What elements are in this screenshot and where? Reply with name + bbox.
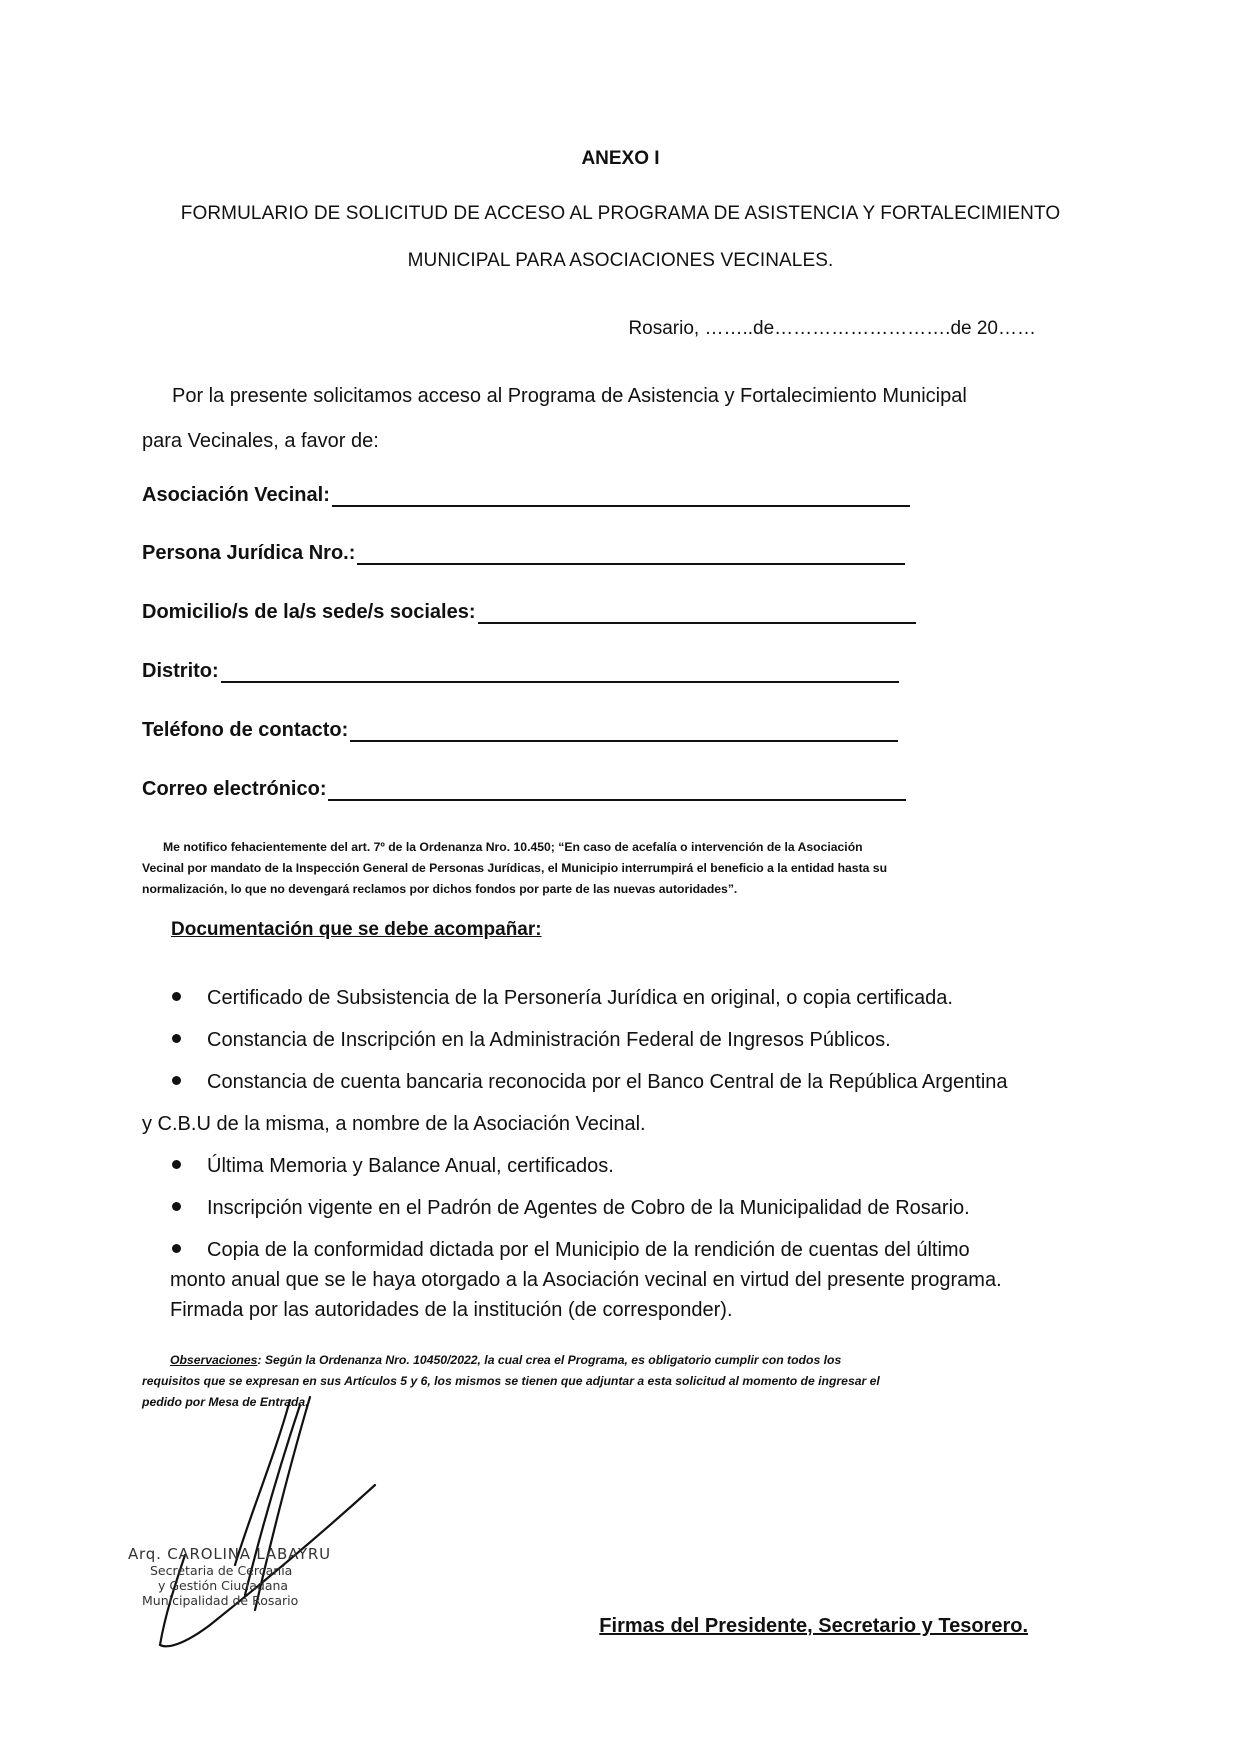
list-item-continuation: monto anual que se le haya otorgado a la Asociación vecinal en virtud del presente programa. [170,1269,1002,1291]
list-item: Inscripción vigente en el Padrón de Agentes de Cobro de la Municipalidad de Rosario. [172,1193,1052,1223]
notice-line-3: normalización, lo que no devengará reclamos por dichos fondos por parte de las nuevas autoridades”. [142,882,738,896]
field-label: Persona Jurídica Nro.: [142,542,356,564]
form-title-line-2: MUNICIPAL PARA ASOCIACIONES VECINALES. [407,250,834,271]
bullet-icon [172,1244,181,1253]
field-domicilio[interactable] [142,601,916,624]
stamp-role: y Gestión Ciudadana [158,1578,289,1593]
field-persona-juridica[interactable] [142,542,905,565]
field-telefono[interactable] [142,719,898,742]
signatures-label: Firmas del Presidente, Secretario y Tesorero. [599,1615,1028,1637]
list-item-continuation: y C.B.U de la misma, a nombre de la Asociación Vecinal. [142,1113,646,1135]
observations-label: Observaciones [170,1353,258,1367]
official-stamp [128,1545,331,1608]
blank-line[interactable] [332,487,910,507]
notice-line-2: Vecinal por mandato de la Inspección General de Personas Jurídicas, el Municipio interrumpirá el beneficio a la entidad hasta su [142,861,888,875]
field-label: Domicilio/s de la/s sede/s sociales: [142,601,476,623]
observations-line-1: Observaciones: Según la Ordenanza Nro. 10450/2022, la cual crea el Programa, es obligatorio cumplir con todos los [170,1353,842,1367]
bullet-icon [172,1034,181,1043]
list-item: Constancia de Inscripción en la Administración Federal de Ingresos Públicos. [172,1025,1052,1055]
field-label: Teléfono de contacto: [142,719,349,741]
field-correo[interactable] [142,778,906,801]
blank-line[interactable] [350,722,898,742]
list-item: Copia de la conformidad dictada por el Municipio de la rendición de cuentas del último [172,1235,1052,1265]
field-label: Asociación Vecinal: [142,484,330,506]
bullet-icon [172,1202,181,1211]
intro-line-2: para Vecinales, a favor de: [142,430,379,452]
intro-line-1: Por la presente solicitamos acceso al Programa de Asistencia y Fortalecimiento Municipal [172,385,967,407]
stamp-name: Arq. CAROLINA LABAYRU [128,1545,331,1563]
stamp-role: Municipalidad de Rosario [142,1593,299,1608]
blank-line[interactable] [328,781,906,801]
notice-line-1: Me notifico fehacientemente del art. 7º de la Ordenanza Nro. 10.450; “En caso de acefalía o intervención de la Asociación [163,840,863,854]
observations-line-3: pedido por Mesa de Entrada. [142,1395,309,1409]
field-label: Distrito: [142,660,219,682]
field-distrito[interactable] [142,660,899,683]
list-item: Constancia de cuenta bancaria reconocida por el Banco Central de la República Argentina [172,1067,1052,1097]
field-asociacion-vecinal[interactable] [142,484,910,507]
stamp-role: Secretaria de Cercanía [150,1563,293,1578]
bullet-icon [172,992,181,1001]
observations-line-2: requisitos que se expresan en sus Artículos 5 y 6, los mismos se tienen que adjuntar a esta solicitud al momento de ingresar el [142,1374,880,1388]
annex-title: ANEXO I [581,148,660,169]
blank-line[interactable] [478,604,916,624]
bullet-icon [172,1160,181,1169]
list-item-continuation: Firmada por las autoridades de la institución (de corresponder). [170,1299,733,1321]
blank-line[interactable] [221,663,899,683]
date-line: Rosario, ……..de……………………….de 20…… [628,318,1036,339]
field-label: Correo electrónico: [142,778,327,800]
form-title-line-1: FORMULARIO DE SOLICITUD DE ACCESO AL PROGRAMA DE ASISTENCIA Y FORTALECIMIENTO [180,203,1061,224]
bullet-icon [172,1076,181,1085]
blank-line[interactable] [357,545,905,565]
list-item: Certificado de Subsistencia de la Personería Jurídica en original, o copia certificada. [172,983,1052,1013]
signature-scribble [140,1395,400,1655]
list-item: Última Memoria y Balance Anual, certificados. [172,1151,1052,1181]
documentation-heading: Documentación que se debe acompañar: [171,919,542,940]
